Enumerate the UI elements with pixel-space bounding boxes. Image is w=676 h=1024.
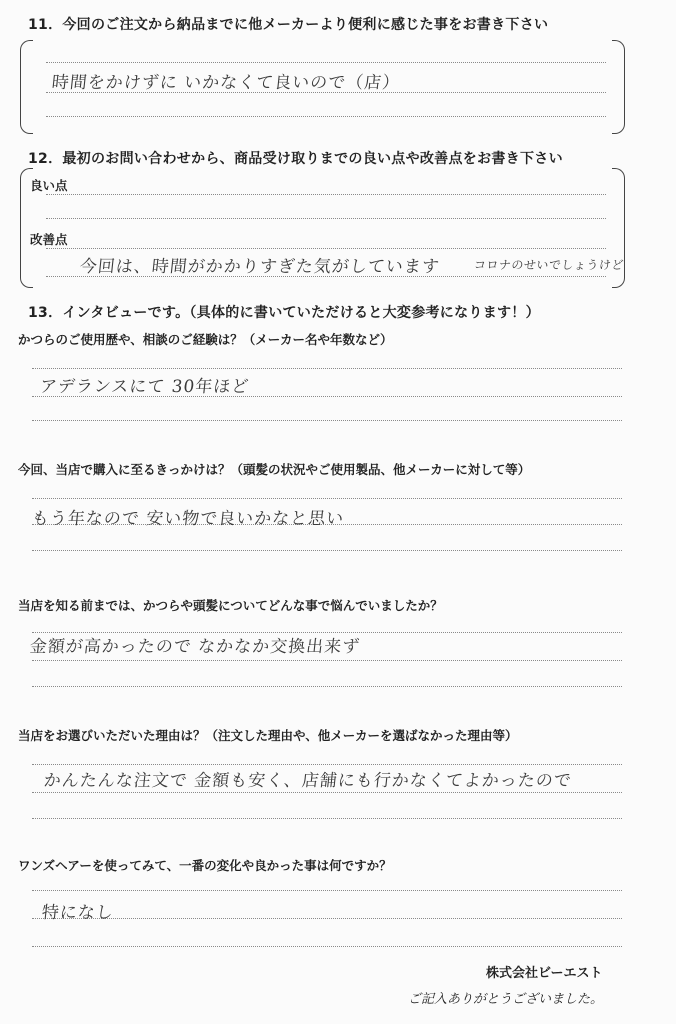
q11-title: 11．今回のご注文から納品までに他メーカーより便利に感じた事をお書き下さい xyxy=(28,17,549,33)
q11-bracket-right xyxy=(612,40,625,134)
q13-sub3-line-3 xyxy=(32,686,622,687)
q13-ans5: 特になし xyxy=(40,903,115,923)
q12-improve-answer-small: コロナのせいでしょうけど xyxy=(473,258,625,272)
q12-good-line-1 xyxy=(46,194,606,195)
q11-bracket-left xyxy=(20,40,33,134)
q13-sub1-line-3 xyxy=(32,420,622,421)
q12-title: 12．最初のお問い合わせから、商品受け取りまでの良い点や改善点をお書き下さい xyxy=(28,151,563,167)
q13-sub2-line-1 xyxy=(32,498,622,499)
q13-sub3-line-2 xyxy=(32,660,622,661)
q13-sub4-line-2 xyxy=(32,792,622,793)
q13-ans4: かんたんな注文で 金額も安く、店舗にも行かなくてよかったので xyxy=(42,771,573,791)
q13-ans2: もう年なので 安い物で良いかなと思い xyxy=(30,509,346,529)
q13-sub5-line-3 xyxy=(32,946,622,947)
q12-good-label: 良い点 xyxy=(30,178,68,193)
q13-ans1: アデランスにて 30年ほど xyxy=(38,377,251,397)
q11-line-1 xyxy=(46,62,606,63)
q12-good-line-2 xyxy=(46,218,606,219)
q13-sub5: ワンズヘアーを使ってみて、一番の変化や良かった事は何ですか？ xyxy=(18,858,392,873)
footer-thanks: ご記入ありがとうございました。 xyxy=(408,992,604,1007)
q12-improve-line-1 xyxy=(46,248,606,249)
q13-sub4-line-1 xyxy=(32,764,622,765)
q13-sub1: かつらのご使用歴や、相談のご経験は？（メーカー名や年数など） xyxy=(18,332,393,347)
q13-sub2-line-3 xyxy=(32,550,622,551)
q13-title: 13．インタビューです。（具体的に書いていただけると大変参考になります！） xyxy=(28,305,540,321)
q13-sub4-line-3 xyxy=(32,818,622,819)
q13-sub3: 当店を知る前までは、かつらや頭髪についてどんな事で悩んでいましたか？ xyxy=(18,598,443,613)
q12-improve-answer: 今回は、時間がかかりすぎた気がしています xyxy=(78,257,441,277)
q13-sub2: 今回、当店で購入に至るきっかけは？（頭髪の状況やご使用製品、他メーカーに対して等） xyxy=(18,462,531,477)
q11-line-3 xyxy=(46,116,606,117)
q12-improve-label: 改善点 xyxy=(30,232,68,247)
q13-sub4: 当店をお選びいただいた理由は？（注文した理由や、他メーカーを選ばなかった理由等） xyxy=(18,728,518,743)
q11-answer: 時間をかけずに いかなくて良いので（店） xyxy=(50,73,402,93)
footer-company: 株式会社ビーエスト xyxy=(486,966,603,981)
q13-sub5-line-2 xyxy=(32,918,622,919)
q13-sub1-line-1 xyxy=(32,368,622,369)
q13-sub5-line-1 xyxy=(32,890,622,891)
q13-ans3: 金額が高かったので なかなか交換出来ず xyxy=(28,637,362,657)
